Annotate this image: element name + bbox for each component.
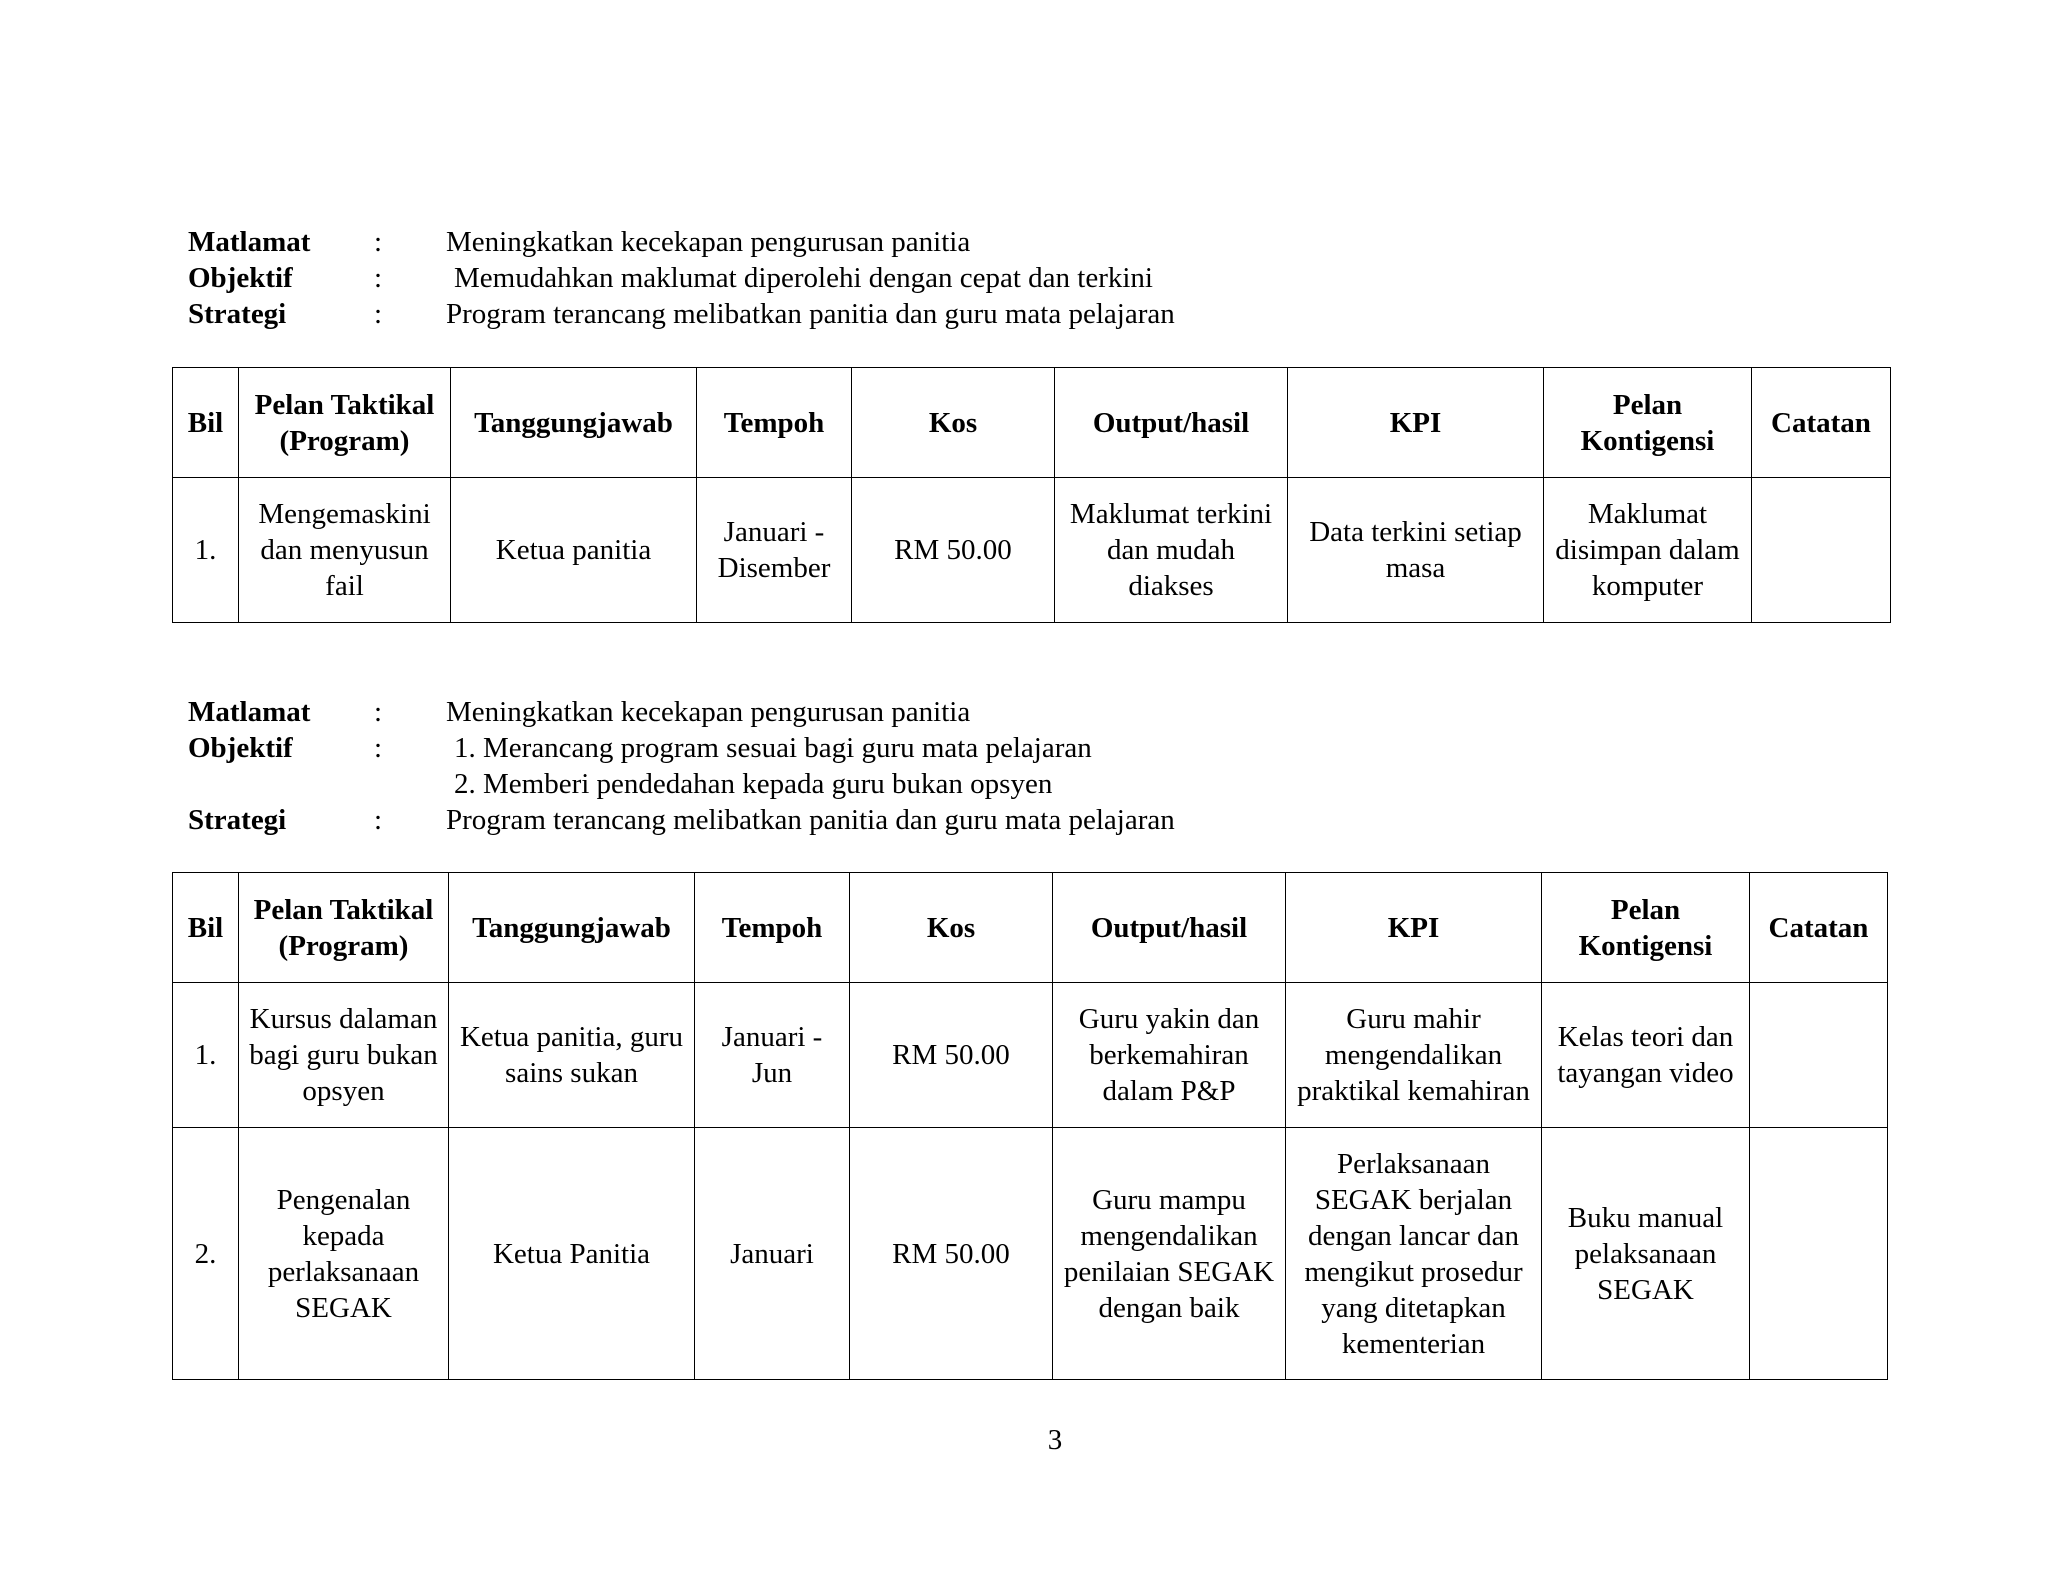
- table-row: [173, 983, 1888, 1128]
- header-kpi: KPI: [1288, 368, 1544, 478]
- header-pelan-taktikal: Pelan Taktikal (Program): [239, 368, 451, 478]
- cell-program: Pengenalan kepada perlaksanaan SEGAK: [239, 1128, 449, 1380]
- header-kos: Kos: [850, 873, 1053, 983]
- cell-output: Maklumat terkini dan mudah diakses: [1055, 478, 1288, 623]
- cell-output: Guru yakin dan berkemahiran dalam P&P: [1053, 983, 1286, 1128]
- matlamat-label: Matlamat: [188, 696, 311, 728]
- cell-tempoh: Januari: [695, 1128, 850, 1380]
- header-pelan-kontigensi: Pelan Kontigensi: [1544, 368, 1752, 478]
- header-pelan-kontigensi: Pelan Kontigensi: [1542, 873, 1750, 983]
- table-row: [173, 1128, 1888, 1380]
- header-output: Output/hasil: [1055, 368, 1288, 478]
- cell-kpi: Perlaksanaan SEGAK berjalan dengan lancar dan mengikut prosedur yang ditetapkan kementerian: [1286, 1128, 1542, 1380]
- header-output: Output/hasil: [1053, 873, 1286, 983]
- objektif-value: Memudahkan maklumat diperolehi dengan cepat dan terkini: [454, 262, 1153, 294]
- header-tanggungjawab: Tanggungjawab: [451, 368, 697, 478]
- cell-catatan: [1752, 478, 1891, 623]
- cell-catatan: [1750, 983, 1888, 1128]
- cell-kpi: Guru mahir mengendalikan praktikal kemahiran: [1286, 983, 1542, 1128]
- objektif-label: Objektif: [188, 732, 293, 764]
- cell-tempoh: Januari - Jun: [695, 983, 850, 1128]
- cell-bil: 1.: [173, 983, 239, 1128]
- cell-kontigensi: Maklumat disimpan dalam komputer: [1544, 478, 1752, 623]
- objektif-value-2: 2. Memberi pendedahan kepada guru bukan opsyen: [454, 768, 1053, 800]
- header-kos: Kos: [852, 368, 1055, 478]
- header-tempoh: Tempoh: [695, 873, 850, 983]
- cell-kontigensi: Buku manual pelaksanaan SEGAK: [1542, 1128, 1750, 1380]
- table-header-row: [173, 368, 1891, 478]
- cell-kos: RM 50.00: [850, 983, 1053, 1128]
- colon: :: [374, 298, 383, 330]
- header-tanggungjawab: Tanggungjawab: [449, 873, 695, 983]
- colon: :: [374, 696, 383, 728]
- header-bil: Bil: [173, 873, 239, 983]
- strategi-label: Strategi: [188, 298, 287, 330]
- header-pelan-taktikal: Pelan Taktikal (Program): [239, 873, 449, 983]
- strategi-label: Strategi: [188, 804, 287, 836]
- objektif-value-1: 1. Merancang program sesuai bagi guru mata pelajaran: [454, 732, 1092, 764]
- header-kpi: KPI: [1286, 873, 1542, 983]
- cell-tanggungjawab: Ketua Panitia: [449, 1128, 695, 1380]
- colon: :: [374, 732, 383, 764]
- colon: :: [374, 262, 383, 294]
- objektif-label: Objektif: [188, 262, 293, 294]
- strategi-value: Program terancang melibatkan panitia dan guru mata pelajaran: [446, 804, 1175, 836]
- cell-tanggungjawab: Ketua panitia: [451, 478, 697, 623]
- matlamat-label: Matlamat: [188, 226, 311, 258]
- cell-kpi: Data terkini setiap masa: [1288, 478, 1544, 623]
- cell-output: Guru mampu mengendalikan penilaian SEGAK dengan baik: [1053, 1128, 1286, 1380]
- cell-tempoh: Januari - Disember: [697, 478, 852, 623]
- cell-kos: RM 50.00: [852, 478, 1055, 623]
- table-header-row: [173, 873, 1888, 983]
- page-number: 3: [1047, 1424, 1063, 1456]
- cell-tanggungjawab: Ketua panitia, guru sains sukan: [449, 983, 695, 1128]
- matlamat-value: Meningkatkan kecekapan pengurusan panitia: [446, 696, 971, 728]
- header-catatan: Catatan: [1752, 368, 1891, 478]
- cell-kos: RM 50.00: [850, 1128, 1053, 1380]
- plan-table-2: [172, 872, 1888, 1380]
- cell-bil: 2.: [173, 1128, 239, 1380]
- cell-kontigensi: Kelas teori dan tayangan video: [1542, 983, 1750, 1128]
- matlamat-value: Meningkatkan kecekapan pengurusan panitia: [446, 226, 971, 258]
- strategi-value: Program terancang melibatkan panitia dan guru mata pelajaran: [446, 298, 1175, 330]
- colon: :: [374, 226, 383, 258]
- cell-catatan: [1750, 1128, 1888, 1380]
- table-row: [173, 478, 1891, 623]
- header-tempoh: Tempoh: [697, 368, 852, 478]
- plan-table-1: [172, 367, 1891, 623]
- header-bil: Bil: [173, 368, 239, 478]
- header-catatan: Catatan: [1750, 873, 1888, 983]
- colon: :: [374, 804, 383, 836]
- cell-program: Kursus dalaman bagi guru bukan opsyen: [239, 983, 449, 1128]
- cell-program: Mengemaskini dan menyusun fail: [239, 478, 451, 623]
- cell-bil: 1.: [173, 478, 239, 623]
